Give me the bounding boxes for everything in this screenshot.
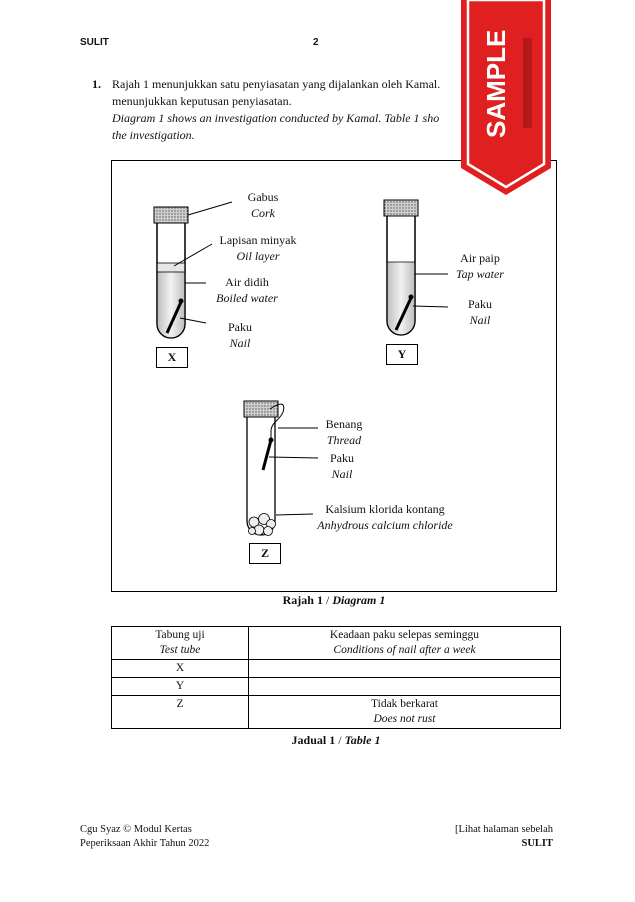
nail-y-ms: Paku [468, 297, 492, 311]
page-number: 2 [313, 37, 319, 48]
water-en: Boiled water [216, 291, 278, 305]
label-boiled-water [212, 274, 282, 306]
col-test-tube [112, 627, 249, 660]
watermark-strip [523, 38, 532, 128]
tube-y-label: Y [386, 344, 418, 365]
label-nail-y [462, 296, 498, 328]
tap-water-ms: Air paip [460, 251, 500, 265]
table-header-row [112, 627, 561, 660]
results-table [111, 626, 561, 729]
table-row [112, 678, 561, 696]
header-confidential: SULIT [80, 37, 109, 48]
label-oil-layer [215, 232, 301, 264]
question-line-2: menunjukkan keputusan penyiasatan. [112, 94, 292, 108]
cork-z [244, 401, 278, 417]
row-x-tube: X [112, 660, 249, 678]
thread-ms: Benang [325, 417, 363, 431]
watermark-text: SAMPLE [481, 29, 511, 138]
row-z-result-ms: Tidak berkarat [371, 698, 438, 710]
nail-z-ms: Paku [330, 451, 354, 465]
footer-left-2: Peperiksaan Akhir Tahun 2022 [80, 838, 210, 849]
diagram-caption [111, 593, 557, 608]
sample-watermark [461, 0, 551, 195]
table-row [112, 660, 561, 678]
row-z-result-en: Does not rust [373, 713, 436, 725]
row-x-result [249, 660, 561, 678]
footer-left-1: Cgu Syaz © Modul Kertas [80, 824, 192, 835]
test-tube-x [154, 202, 232, 338]
oil-en: Oil layer [236, 249, 280, 263]
thread-en: Thread [326, 433, 362, 447]
row-y-result [249, 678, 561, 696]
table-caption [111, 733, 561, 748]
diagram-caption-sep: / [322, 593, 333, 607]
table-caption-sep: / [335, 733, 345, 747]
table-row [112, 696, 561, 729]
cork [154, 207, 188, 223]
tube-x-label: X [156, 347, 188, 368]
col1-en: Test tube [159, 644, 201, 656]
question-line-1: Rajah 1 menunjukkan satu penyiasatan yang dijalankan oleh Kamal. [112, 77, 441, 91]
oil-layer [157, 263, 185, 272]
nail-z-en: Nail [331, 467, 353, 481]
tap-water-en: Tap water [456, 267, 504, 281]
question-number: 1. [92, 77, 101, 91]
cork-y [384, 200, 418, 216]
test-tube-z [244, 401, 318, 536]
cork-en: Cork [251, 206, 275, 220]
label-cork [245, 189, 281, 221]
label-calcium-chloride [312, 501, 458, 533]
chloride-en: Anhydrous calcium chloride [317, 518, 453, 532]
tube-z-label: Z [249, 543, 281, 564]
footer-right-2: SULIT [521, 838, 553, 849]
table-caption-en: Table 1 [344, 733, 381, 747]
row-y-tube: Y [112, 678, 249, 696]
nail-x-en: Nail [229, 336, 251, 350]
col2-ms: Keadaan paku selepas seminggu [329, 629, 480, 641]
oil-ms: Lapisan minyak [219, 233, 297, 247]
water-ms: Air didih [225, 275, 269, 289]
label-tap-water [449, 250, 511, 282]
table-caption-ms: Jadual 1 [291, 733, 336, 747]
row-z-result [249, 696, 561, 729]
cork-ms: Gabus [247, 190, 279, 204]
row-z-tube: Z [112, 696, 249, 729]
nail-y-en: Nail [469, 313, 491, 327]
col1-ms: Tabung uji [155, 629, 205, 641]
question-line-3: Diagram 1 shows an investigation conducted by Kamal. Table 1 sho [112, 111, 440, 125]
test-tube-y [384, 200, 448, 335]
chloride-ms: Kalsium klorida kontang [325, 502, 445, 516]
col-condition [249, 627, 561, 660]
footer-left [80, 823, 209, 851]
label-nail-x [222, 319, 258, 351]
footer-right-1: [Lihat halaman sebelah [455, 824, 553, 835]
col2-en: Conditions of nail after a week [333, 644, 476, 656]
question-line-4: the investigation. [112, 128, 195, 142]
label-thread [322, 416, 366, 448]
diagram-caption-ms: Rajah 1 [282, 593, 323, 607]
diagram-caption-en: Diagram 1 [332, 593, 386, 607]
nail-x-ms: Paku [228, 320, 252, 334]
label-nail-z [324, 450, 360, 482]
footer-right [420, 823, 553, 851]
